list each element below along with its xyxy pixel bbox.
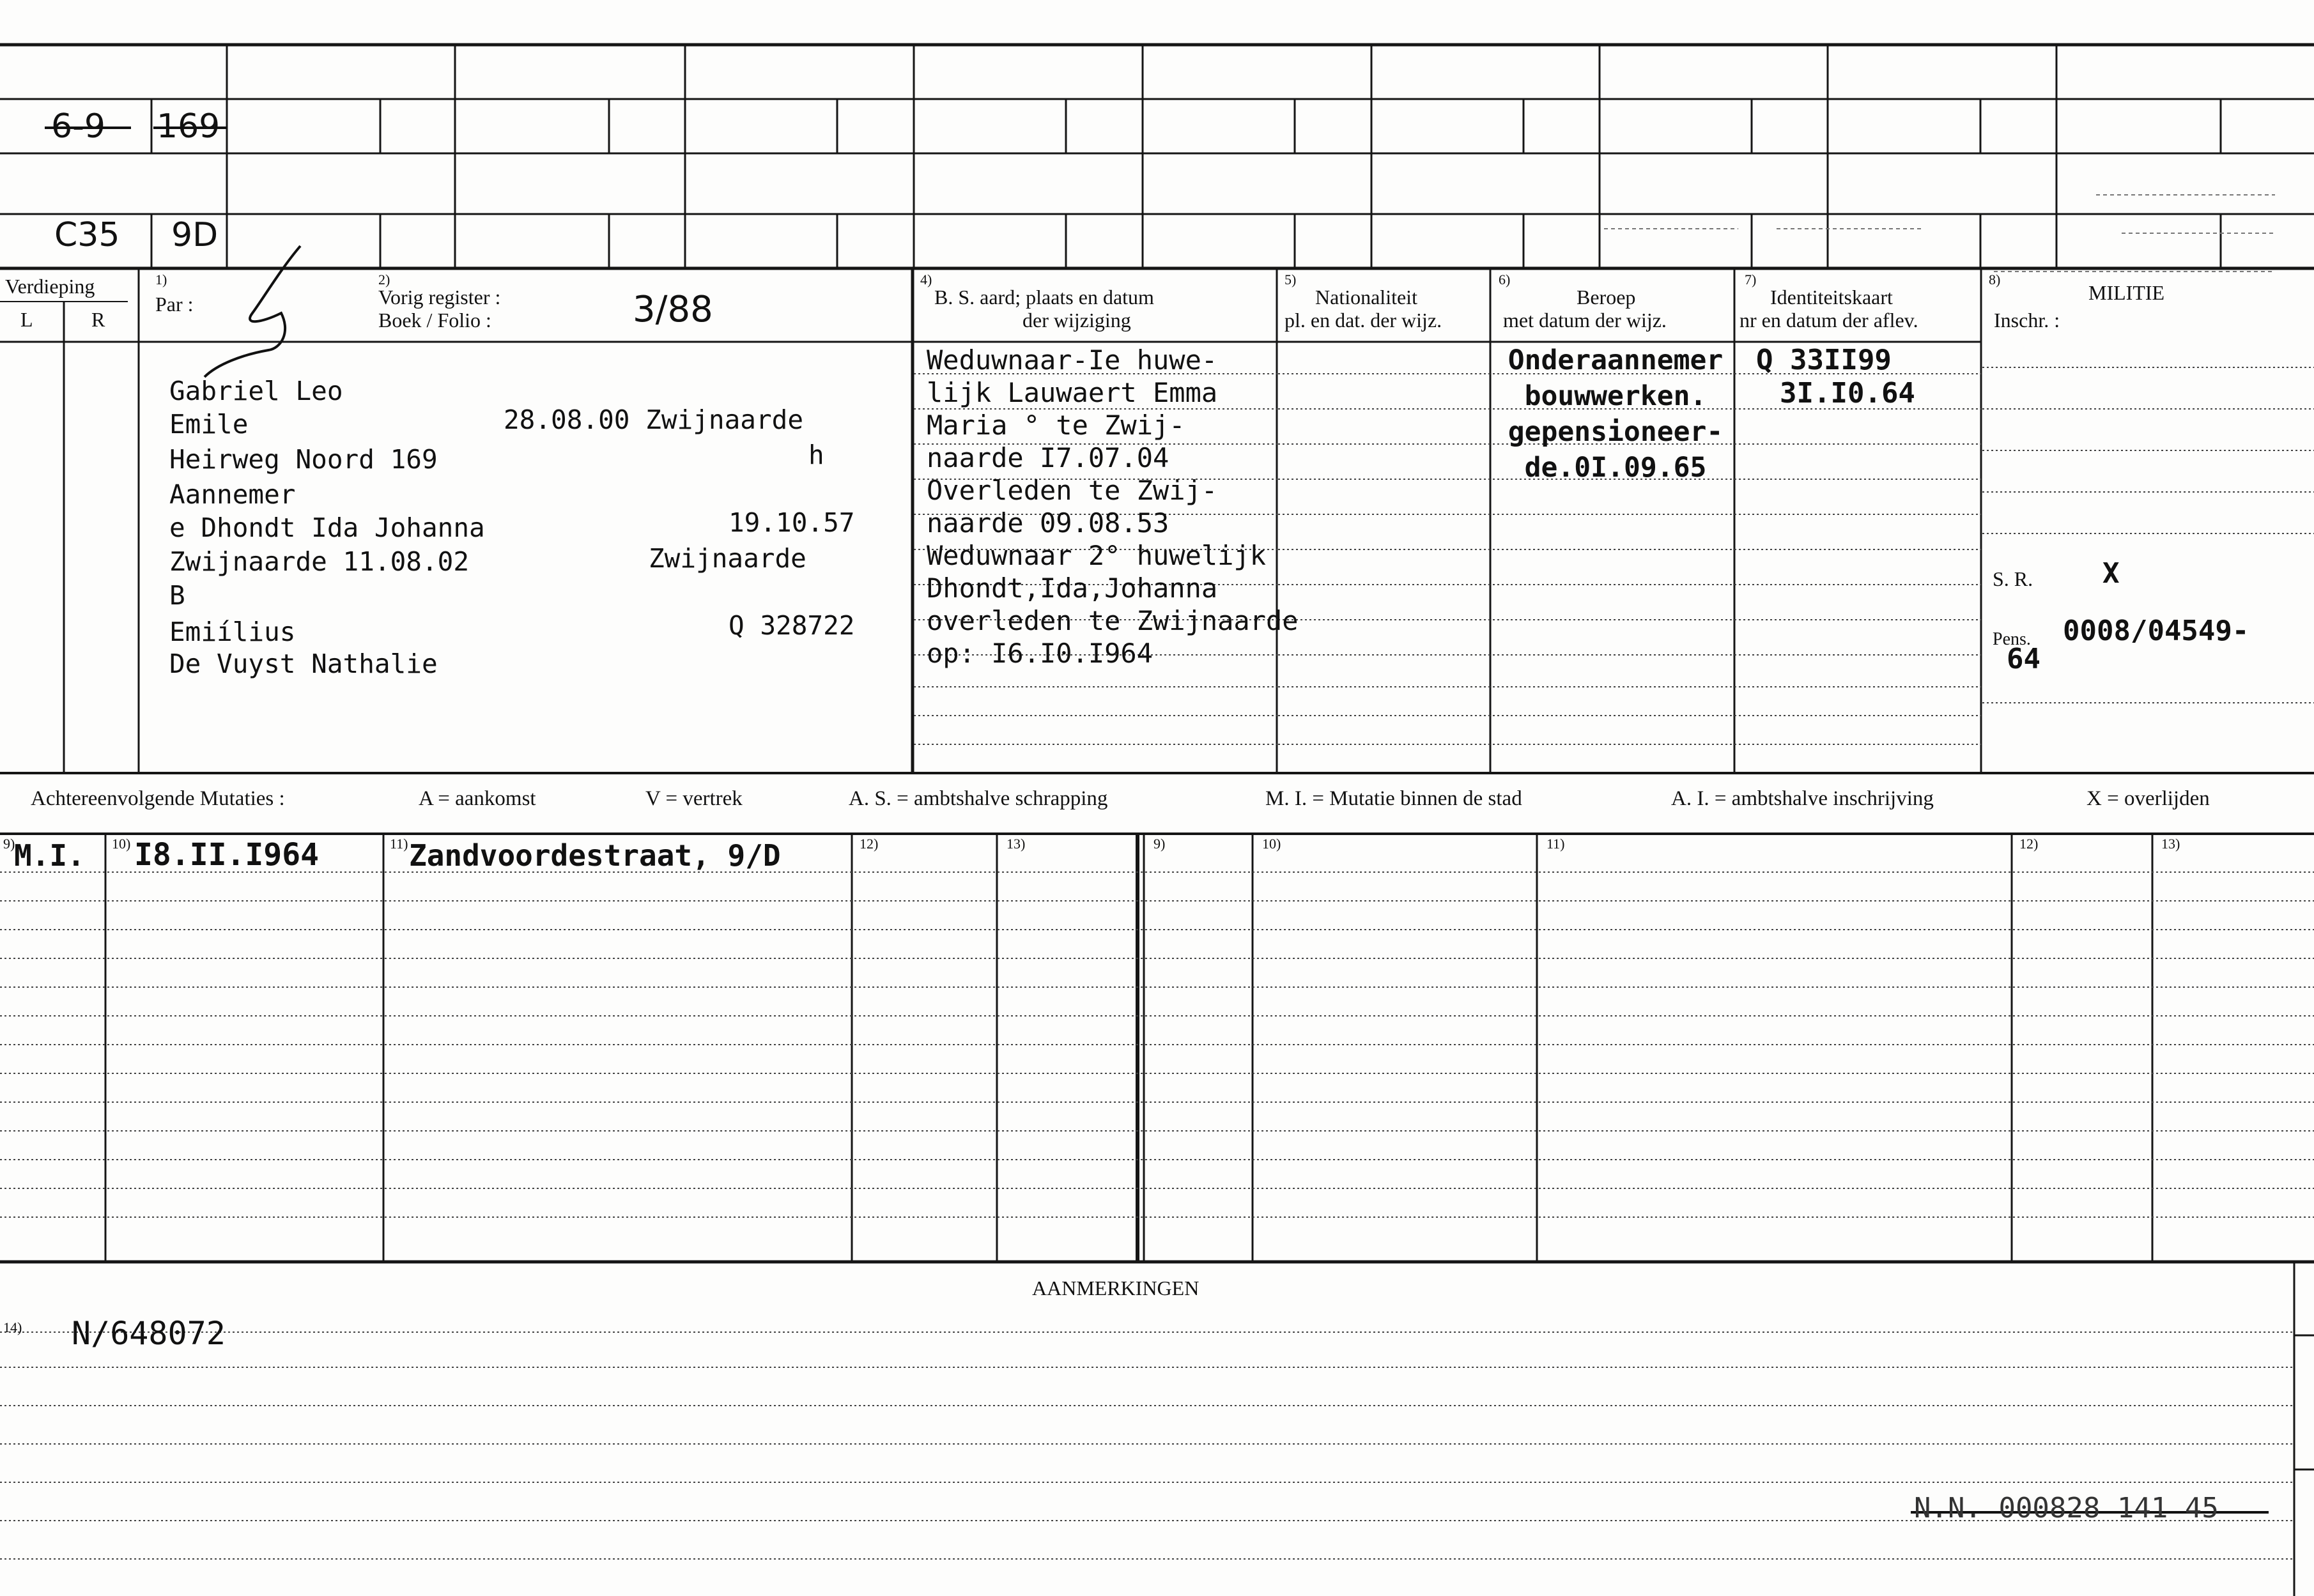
mutation-col-num: 11) (1547, 836, 1565, 852)
verdieping-label: Verdieping (5, 275, 95, 298)
beroep-line: de.0I.09.65 (1524, 452, 1707, 484)
person-mother: De Vuyst Nathalie (169, 648, 438, 679)
par-num: 1) (155, 272, 167, 288)
person-birth: 28.08.00 Zwijnaarde (504, 404, 803, 435)
legend-item: V = vertrek (645, 787, 743, 810)
mutation-col-num: 12) (2019, 836, 2039, 852)
mutation-col-num: 11) (390, 836, 408, 852)
national-number: N.N. 000828 141 45 (1914, 1492, 2219, 1524)
old-code-second: 169 (157, 107, 220, 146)
civil-status-block (927, 344, 1299, 670)
nat-header-2: pl. en dat. der wijz. (1284, 309, 1442, 332)
pens-value-2: 64 (2007, 643, 2040, 675)
beroep-line: gepensioneer- (1508, 416, 1724, 448)
legend-item: A = aankomst (419, 787, 536, 810)
legend-item: M. I. = Mutatie binnen de stad (1265, 787, 1522, 810)
civil-status-line: Dhondt,Ida,Johanna (927, 572, 1218, 604)
id-card-date: 3I.I0.64 (1780, 377, 1915, 410)
vorig-register-label: Vorig register : (378, 286, 501, 309)
civil-status-line: overleden te Zwijnaarde (927, 605, 1299, 636)
bs-header-2: der wijziging (1022, 309, 1131, 332)
person-address: Heirweg Noord 169 (169, 444, 438, 475)
beroep-line: bouwwerken. (1524, 380, 1707, 412)
person-marriage-date: 19.10.57 (729, 507, 855, 538)
nat-header-1: Nationaliteit (1315, 286, 1417, 309)
mutation-type: M.I. (14, 838, 85, 873)
id-num: 7) (1745, 272, 1757, 288)
mutation-col-num: 10) (1262, 836, 1281, 852)
person-name-2: Emile (169, 409, 249, 440)
id-card-number: Q 33II99 (1756, 344, 1892, 376)
pens-value: 0008/04549- (2063, 615, 2249, 647)
remarks-num: 14) (3, 1319, 22, 1335)
beroep-num: 6) (1499, 272, 1511, 288)
person-father: Emiílius (169, 617, 296, 647)
remarks-title: AANMERKINGEN (1032, 1277, 1199, 1300)
militie-header: MILITIE (2088, 281, 2165, 304)
pens-label: Pens. (1993, 629, 2031, 649)
mutation-col-num: 13) (1007, 836, 1026, 852)
civil-status-line: lijk Lauwaert Emma (927, 377, 1218, 408)
bs-header-1: B. S. aard; plaats en datum (934, 286, 1154, 309)
civil-status-line: Weduwnaar 2° huwelijk (927, 540, 1267, 571)
mutation-col-num: 9) (3, 836, 15, 852)
person-b: B (169, 580, 185, 611)
civil-status-line: naarde 09.08.53 (927, 507, 1169, 539)
legend-item: A. S. = ambtshalve schrapping (849, 787, 1108, 810)
mutation-col-num: 10) (112, 836, 131, 852)
legend-item: A. I. = ambtshalve inschrijving (1671, 787, 1934, 810)
civil-status-line: Overleden te Zwij- (927, 475, 1218, 506)
code-left: C35 (54, 216, 120, 254)
legend-title: Achtereenvolgende Mutaties : (31, 787, 285, 810)
civil-status-line: Maria ° te Zwij- (927, 410, 1185, 441)
id-header-2: nr en datum der aflev. (1739, 309, 1918, 332)
mutation-date: I8.II.I964 (134, 837, 319, 873)
civil-status-line: op: I6.I0.I964 (927, 638, 1153, 669)
mil-num: 8) (1989, 272, 2001, 288)
boek-folio-value: 3/88 (633, 289, 713, 330)
sr-value: X (2102, 557, 2120, 590)
mutation-col-num: 13) (2161, 836, 2180, 852)
beroep-header-2: met datum der wijz. (1503, 309, 1667, 332)
legend-item: X = overlijden (2086, 787, 2210, 810)
par-signature (204, 246, 300, 377)
person-profession: Aannemer (169, 479, 296, 510)
civil-status-line: naarde I7.07.04 (927, 442, 1169, 473)
person-id-q: Q 328722 (729, 610, 855, 641)
inschr-label: Inschr. : (1994, 309, 2060, 332)
sr-label: S. R. (1993, 567, 2033, 590)
boek-folio-label: Boek / Folio : (378, 309, 491, 332)
beroep-header-1: Beroep (1577, 286, 1636, 309)
person-spouse: e Dhondt Ida Johanna (169, 512, 485, 543)
id-header-1: Identiteitskaart (1770, 286, 1893, 309)
vorig-num: 2) (378, 272, 390, 288)
mutation-col-num: 9) (1153, 836, 1166, 852)
person-marriage-place: Zwijnaarde (649, 543, 806, 574)
verdieping-R: R (91, 308, 105, 331)
bs-num: 4) (920, 272, 932, 288)
person-spouse-birth: Zwijnaarde 11.08.02 (169, 546, 469, 577)
beroep-block (1488, 342, 1743, 486)
verdieping-L: L (20, 308, 33, 331)
civil-status-line: Weduwnaar-Ie huwe- (927, 344, 1218, 376)
mutation-address: Zandvoordestraat, 9/D (409, 838, 781, 873)
person-name: Gabriel Leo (169, 376, 343, 406)
par-label: Par : (155, 293, 194, 316)
code-second: 9D (171, 216, 219, 254)
beroep-line: Onderaannemer (1508, 344, 1724, 376)
old-code-left: 6-9 (51, 107, 105, 146)
mutation-col-num: 12) (860, 836, 879, 852)
person-h: h (808, 440, 824, 470)
remarks-value: N/648072 (72, 1315, 226, 1352)
nat-num: 5) (1284, 272, 1297, 288)
